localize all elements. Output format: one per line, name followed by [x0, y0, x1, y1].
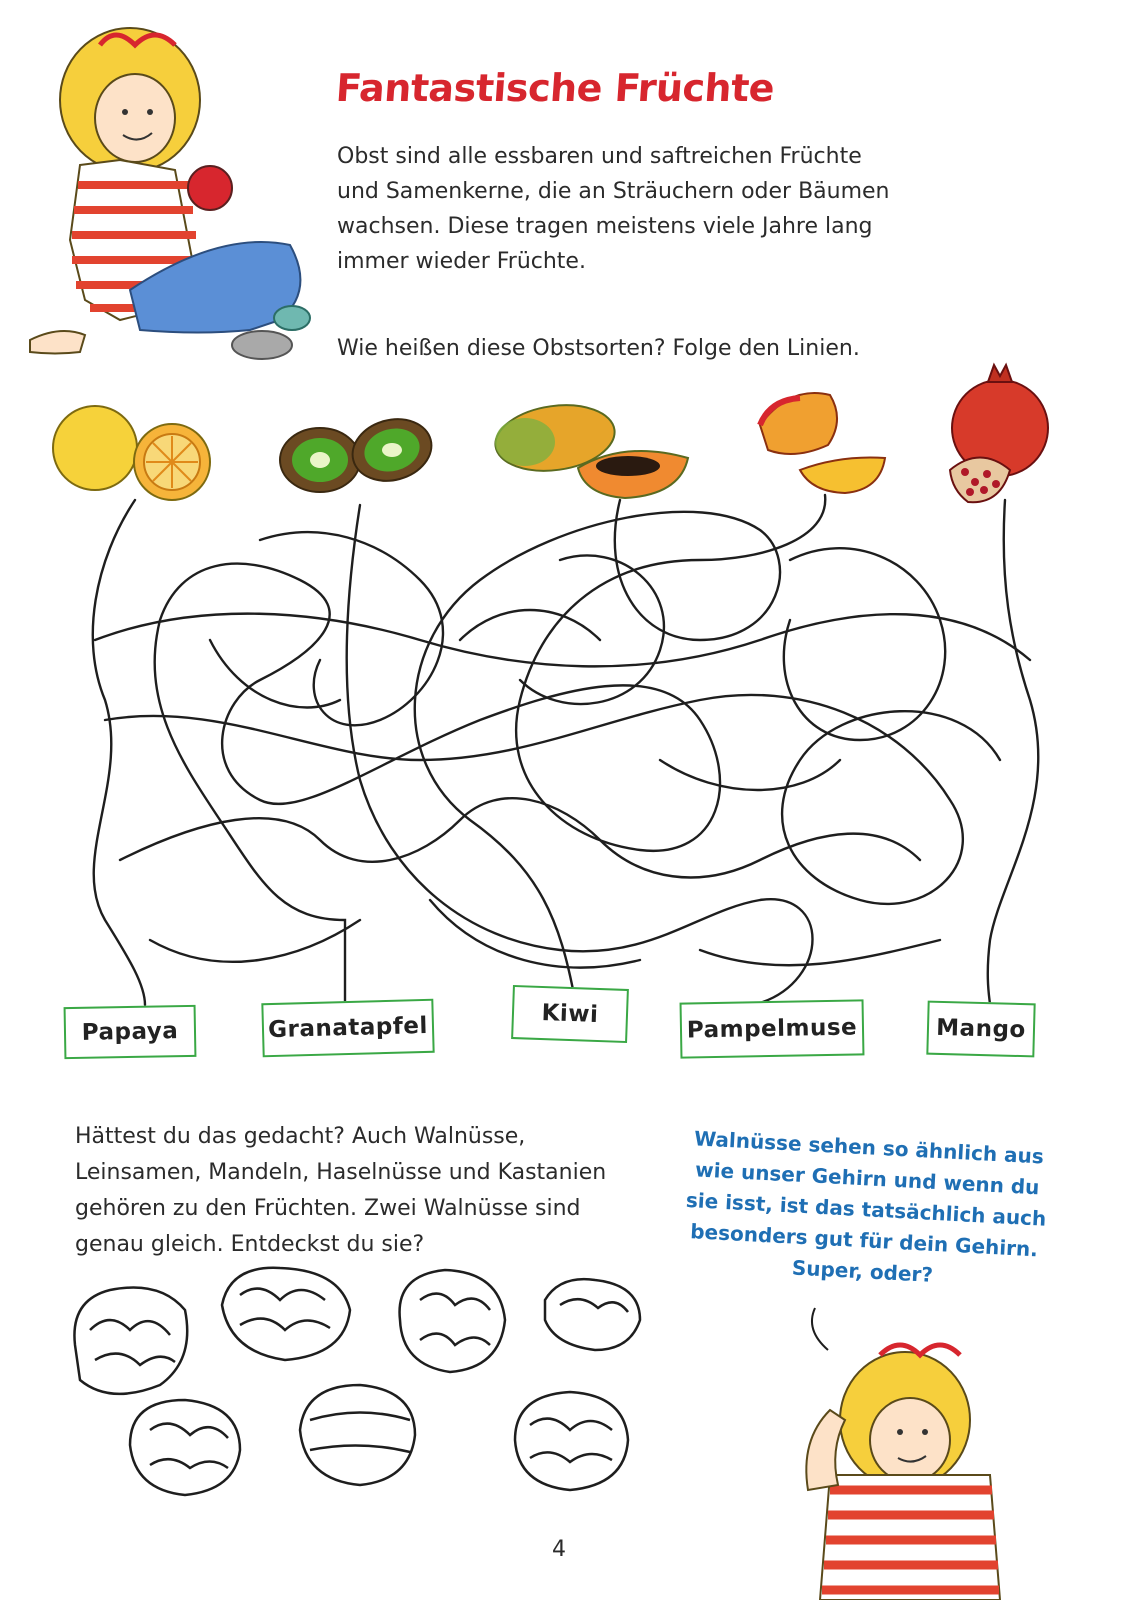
girl-illustration-top	[30, 28, 310, 359]
speech-bubble	[682, 1123, 1050, 1297]
walnut-icon	[300, 1385, 415, 1485]
papaya-icon	[491, 398, 688, 498]
mango-icon	[760, 393, 885, 493]
label-granatapfel[interactable]: Granatapfel	[261, 999, 434, 1057]
girl-illustration-bottom	[806, 1345, 1000, 1600]
maze-instruction: Wie heißen diese Obstsorten? Folge den Linien.	[337, 336, 860, 361]
speech-pointer	[812, 1308, 828, 1350]
maze-lines	[93, 495, 1039, 1005]
speech-line: besonders gut für dein Gehirn.	[689, 1219, 1039, 1262]
label-mango[interactable]: Mango	[926, 1001, 1035, 1058]
speech-line: Walnüsse sehen so ähnlich aus	[693, 1126, 1045, 1169]
intro-line: immer wieder Früchte.	[337, 249, 586, 274]
walnut-icon	[400, 1270, 505, 1372]
label-kiwi[interactable]: Kiwi	[511, 985, 629, 1043]
walnut-icon	[74, 1288, 187, 1394]
question-line: gehören zu den Früchten. Zwei Walnüsse sind	[75, 1196, 581, 1221]
walnut-icon	[130, 1400, 240, 1495]
speech-line: wie unser Gehirn und wenn du	[694, 1157, 1041, 1200]
intro-line: und Samenkerne, die an Sträuchern oder Bäumen	[337, 179, 890, 204]
intro-line: Obst sind alle essbaren und saftreichen Früchte	[337, 144, 862, 169]
kiwi-icon	[280, 411, 438, 492]
walnut-icon	[515, 1392, 628, 1490]
label-papaya[interactable]: Papaya	[64, 1005, 197, 1059]
question-line: Hättest du das gedacht? Auch Walnüsse,	[75, 1124, 526, 1149]
page-title: Fantastische Früchte	[334, 66, 776, 110]
grapefruit-icon	[53, 406, 210, 500]
question-line: genau gleich. Entdeckst du sie?	[75, 1232, 425, 1257]
intro-line: wachsen. Diese tragen meistens viele Jahre lang	[337, 214, 873, 239]
walnut-icon	[222, 1268, 350, 1360]
pomegranate-icon	[950, 365, 1048, 502]
walnut-question	[75, 1119, 695, 1263]
walnut-icon	[545, 1279, 640, 1350]
walnuts-group	[74, 1268, 640, 1495]
speech-line: Super, oder?	[791, 1255, 934, 1287]
question-line: Leinsamen, Mandeln, Haselnüsse und Kastanien	[75, 1160, 607, 1185]
page-number: 4	[552, 1537, 566, 1562]
label-pampelmuse[interactable]: Pampelmuse	[680, 999, 865, 1058]
speech-line: sie isst, ist das tatsächlich auch	[685, 1187, 1047, 1231]
